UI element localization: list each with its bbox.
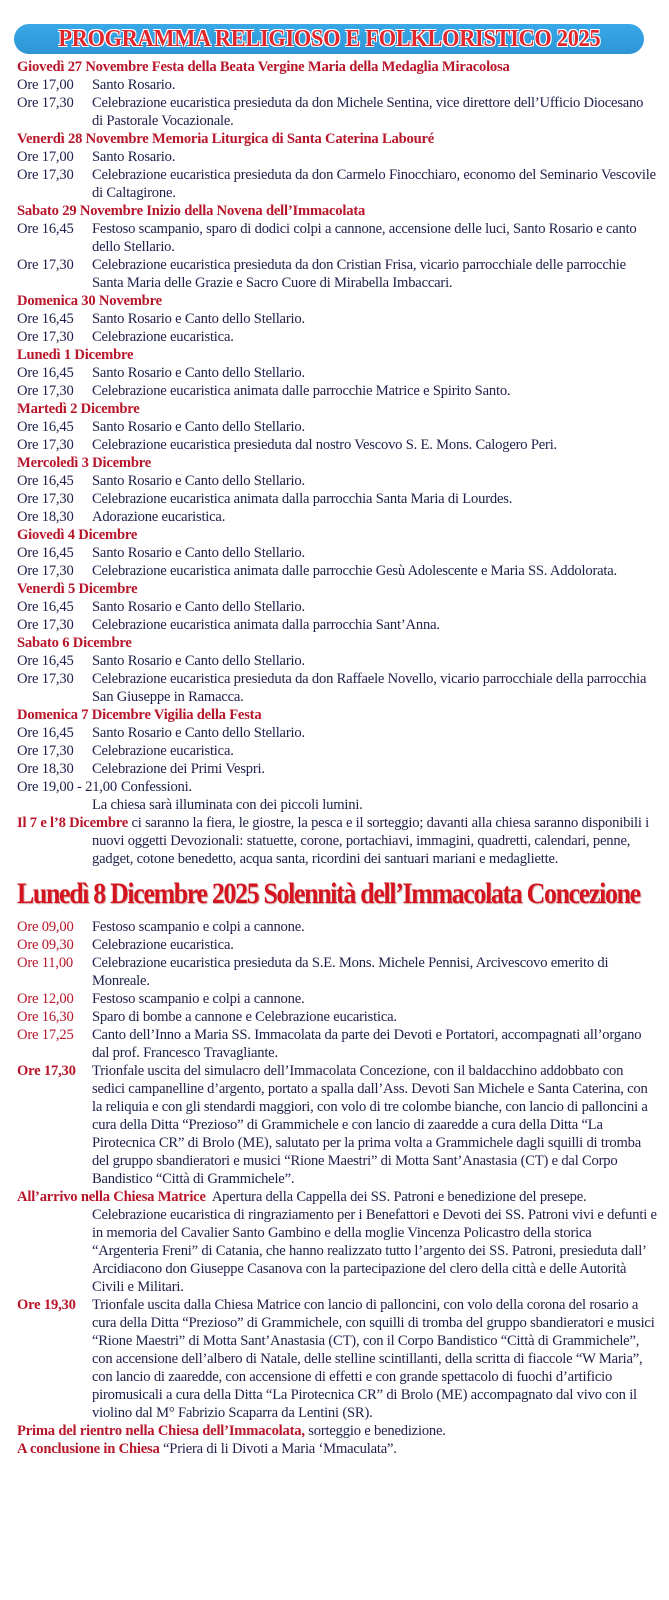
event-time: Ore 17,30 (17, 743, 74, 759)
event-row (17, 166, 657, 202)
solemnity-event-row (17, 1008, 657, 1026)
exit-event (17, 1296, 657, 1422)
event-time: Ore 17,25 (17, 1027, 74, 1043)
conclusion-text: “Priera di li Divoti a Maria ‘Mmaculata”. (163, 1441, 397, 1457)
event-time: Ore 12,00 (17, 991, 74, 1007)
day-block (17, 202, 657, 292)
arrival-text: Apertura della Cappella dei SS. Patroni e benedizione del presepe. Celebrazione eucaristica di ringraziamento per i Benefattori e Devoti dei SS. Patroni vivi e defunti e in memoria del Cavalier Santo Gambino e della moglie Vincenza Policastro della storica “Argenteria Freni” di Catania, che hanno realizzato tutto l’argento dei SS. Patroni, presieduta dall’ Arcidiacono don Giuseppe Casanova con la partecipazione del clero della città e delle Autorità Civili e Militari. (92, 1189, 657, 1295)
day-block (17, 292, 657, 346)
event-text: Santo Rosario e Canto dello Stellario. (92, 311, 305, 327)
fair-notice-text: ci saranno la fiera, le giostre, la pesca e il sorteggio; davanti alla chiesa saranno disponibili i nuovi oggetti Devozionali: statuette, corone, portachiavi, immagini, quadretti, calendari, penne, gadget, cotone benedetto, acqua santa, ricordini dei santuari mariani e medagliette. (92, 815, 650, 867)
solemnity-title: Lunedì 8 Dicembre 2025 Solennità dell’Immacolata Concezione (17, 877, 640, 910)
event-text: Santo Rosario e Canto dello Stellario. (92, 365, 305, 381)
day-block (17, 580, 657, 634)
event-row (17, 364, 657, 382)
event-time: Ore 17,30 (17, 383, 74, 399)
day-title: Martedì 2 Dicembre (17, 401, 140, 417)
event-row (17, 490, 657, 508)
event-text: Trionfale uscita del simulacro dell’Immacolata Concezione, con il baldacchino addobbato con sedici campanelline d’argento, portato a spalla dall’Ass. Devoti San Michele e Santa Caterina, con la reliquia e con gli stendardi maggiori, con volo di tre colombe bianche, con lancio di palloncini a cura della Ditta “Prezioso” di Grammichele e con lancio di zaaredde a cura della Ditta “La Pirotecnica CR” di Brolo (ME), salutato per la prima volta a Grammichele dagli squilli di tromba del gruppo sbandieratori e musici “Rione Maestri” di Motta Sant’Anastasia (CT) e dal Corpo Bandistico “Città di Grammichele”. (92, 1063, 648, 1187)
event-text: Celebrazione eucaristica presieduta da don Carmelo Finocchiaro, economo del Seminario Vescovile di Caltagirone. (92, 167, 656, 201)
conclusion-lead: A conclusione in Chiesa (17, 1441, 160, 1457)
event-time: Ore 16,45 (17, 221, 74, 237)
program-title: PROGRAMMA RELIGIOSO E FOLKLORISTICO 2025 (58, 25, 600, 52)
solemnity-event-row (17, 990, 657, 1008)
event-row (17, 310, 657, 328)
arrival-event (17, 1188, 657, 1296)
event-time: Ore 11,00 (17, 955, 74, 971)
event-text: Celebrazione eucaristica presieduta da S.E. Mons. Michele Pennisi, Arcivescovo emerito di Monreale. (92, 955, 609, 989)
event-row (17, 760, 657, 778)
event-time: Ore 17,30 (17, 617, 74, 633)
day-block (17, 454, 657, 526)
event-time: Ore 17,30 (17, 491, 74, 507)
event-text: Festoso scampanio e colpi a cannone. (92, 991, 305, 1007)
event-text: Trionfale uscita dalla Chiesa Matrice con lancio di palloncini, con volo della corona del rosario a cura della Ditta “Prezioso” di Grammichele, con squilli di tromba del gruppo sbandieratori e musici “Rione Maestri” di Motta Sant’Anastasia (CT), con il Corpo Bandistico “Città di Grammichele”, con accensione dell’albero di Natale, delle stelline scintillanti, della scritta di fiaccole “W Maria”, con lancio di zaaredde, con accensione di effetti e con grande spettacolo di fuochi d’artificio piromusicali a cura della Ditta “La Pirotecnica CR” di Brolo (ME) accompagnato dal vivo con il violino dal M° Fabrizio Scaparra da Lentini (SR). (92, 1297, 655, 1421)
day-block (17, 634, 657, 706)
event-time: Ore 19,30 (17, 1297, 76, 1313)
event-text: Santo Rosario e Canto dello Stellario. (92, 725, 305, 741)
event-row (17, 670, 657, 706)
event-row (17, 724, 657, 742)
event-time: Ore 19,00 - 21,00 (17, 779, 117, 795)
event-text: Confessioni. (120, 779, 192, 795)
event-text: Celebrazione eucaristica presieduta dal nostro Vescovo S. E. Mons. Calogero Peri. (92, 437, 557, 453)
event-time: Ore 17,30 (17, 95, 74, 111)
event-row (17, 220, 657, 256)
event-time: Ore 18,30 (17, 761, 74, 777)
event-time: Ore 17,30 (17, 257, 74, 273)
before-return-lead: Prima del rientro nella Chiesa dell’Immacolata, (17, 1423, 305, 1439)
event-text: Santo Rosario e Canto dello Stellario. (92, 419, 305, 435)
event-text: Canto dell’Inno a Maria SS. Immacolata da parte dei Devoti e Portatori, accompagnati all’organo dal prof. Francesco Travagliante. (92, 1027, 642, 1061)
event-row (17, 418, 657, 436)
event-text: Festoso scampanio, sparo di dodici colpi a cannone, accensione delle luci, Santo Rosario e canto dello Stellario. (92, 221, 637, 255)
event-text: Celebrazione eucaristica presieduta da don Cristian Frisa, vicario parrocchiale delle parrocchie Santa Maria delle Grazie e Sacro Cuore di Mirabella Imbaccari. (92, 257, 626, 291)
day-title: Lunedì 1 Dicembre (17, 347, 134, 363)
event-text: Celebrazione eucaristica animata dalla parrocchia Santa Maria di Lourdes. (92, 491, 513, 507)
event-time: Ore 16,30 (17, 1009, 74, 1025)
event-time: Ore 17,30 (17, 167, 74, 183)
event-time: Ore 18,30 (17, 509, 74, 525)
event-text: Celebrazione eucaristica animata dalle parrocchie Gesù Adolescente e Maria SS. Addolorata. (92, 563, 617, 579)
event-row (17, 94, 657, 130)
event-text: Sparo di bombe a cannone e Celebrazione eucaristica. (92, 1009, 397, 1025)
solemnity-events (17, 918, 657, 1062)
day-note: La chiesa sarà illuminata con dei piccoli lumini. (92, 797, 363, 813)
event-row (17, 256, 657, 292)
event-row (17, 598, 657, 616)
day-title: Sabato 29 Novembre Inizio della Novena dell’Immacolata (17, 203, 366, 219)
event-text: Adorazione eucaristica. (92, 509, 226, 525)
event-time: Ore 17,30 (17, 437, 74, 453)
event-time: Ore 17,00 (17, 77, 74, 93)
event-time: Ore 16,45 (17, 473, 74, 489)
day-title: Giovedì 4 Dicembre (17, 527, 138, 543)
event-text: Santo Rosario e Canto dello Stellario. (92, 473, 305, 489)
day-block (17, 706, 657, 814)
event-time: Ore 09,30 (17, 937, 74, 953)
event-text: Celebrazione eucaristica presieduta da don Raffaele Novello, vicario parrocchiale della parrocchia San Giuseppe in Ramacca. (92, 671, 647, 705)
event-row (17, 652, 657, 670)
event-row (17, 148, 657, 166)
fair-notice-lead: Il 7 e l’8 Dicembre (17, 815, 129, 831)
solemnity-event-row (17, 918, 657, 936)
day-title: Domenica 30 Novembre (17, 293, 162, 309)
event-time: Ore 16,45 (17, 365, 74, 381)
day-title: Giovedì 27 Novembre Festa della Beata Vergine Maria della Medaglia Miracolosa (17, 59, 510, 75)
event-row (17, 472, 657, 490)
event-time: Ore 16,45 (17, 311, 74, 327)
day-title: Venerdì 28 Novembre Memoria Liturgica di Santa Caterina Labouré (17, 131, 435, 147)
event-time: Ore 17,30 (17, 563, 74, 579)
event-row (17, 778, 657, 796)
event-text: Celebrazione eucaristica animata dalla parrocchia Sant’Anna. (92, 617, 440, 633)
solemnity-event-row (17, 936, 657, 954)
day-title: Venerdì 5 Dicembre (17, 581, 138, 597)
event-time: Ore 16,45 (17, 653, 74, 669)
event-time: Ore 16,45 (17, 545, 74, 561)
solemnity-event-row (17, 1026, 657, 1062)
procession-event (17, 1062, 657, 1188)
novena-days (17, 58, 657, 814)
day-block (17, 526, 657, 580)
event-time: Ore 16,45 (17, 725, 74, 741)
day-block (17, 346, 657, 400)
before-return (17, 1422, 657, 1440)
event-text: Santo Rosario e Canto dello Stellario. (92, 599, 305, 615)
event-text: Santo Rosario e Canto dello Stellario. (92, 545, 305, 561)
event-text: Santo Rosario. (92, 77, 176, 93)
event-row (17, 328, 657, 346)
event-text: Santo Rosario. (92, 149, 176, 165)
day-title: Sabato 6 Dicembre (17, 635, 132, 651)
event-time: Ore 09,00 (17, 919, 74, 935)
event-time: Ore 17,30 (17, 671, 74, 687)
day-title: Mercoledì 3 Dicembre (17, 455, 152, 471)
event-time: Ore 16,45 (17, 599, 74, 615)
day-block (17, 130, 657, 202)
event-time: Ore 16,45 (17, 419, 74, 435)
event-text: Celebrazione eucaristica. (92, 743, 234, 759)
before-return-text: sorteggio e benedizione. (308, 1423, 446, 1439)
event-row (17, 616, 657, 634)
event-text: Celebrazione eucaristica animata dalle parrocchie Matrice e Spirito Santo. (92, 383, 511, 399)
event-row (17, 742, 657, 760)
event-text: Santo Rosario e Canto dello Stellario. (92, 653, 305, 669)
fair-notice (17, 814, 657, 868)
conclusion (17, 1440, 657, 1458)
event-row (17, 382, 657, 400)
program-content (17, 58, 657, 1458)
event-text: Celebrazione dei Primi Vespri. (92, 761, 265, 777)
event-text: Festoso scampanio e colpi a cannone. (92, 919, 305, 935)
day-block (17, 58, 657, 130)
event-text: Celebrazione eucaristica. (92, 937, 234, 953)
day-title: Domenica 7 Dicembre Vigilia della Festa (17, 707, 262, 723)
event-row (17, 436, 657, 454)
event-text: Celebrazione eucaristica. (92, 329, 234, 345)
event-text: Celebrazione eucaristica presieduta da don Michele Sentina, vice direttore dell’Ufficio Diocesano di Pastorale Vocazionale. (92, 95, 644, 129)
event-time: Ore 17,00 (17, 149, 74, 165)
solemnity-event-row (17, 954, 657, 990)
event-row (17, 562, 657, 580)
event-row (17, 508, 657, 526)
event-row (17, 76, 657, 94)
event-time: Ore 17,30 (17, 1063, 76, 1079)
arrival-lead: All’arrivo nella Chiesa Matrice (17, 1189, 206, 1205)
day-block (17, 400, 657, 454)
event-time: Ore 17,30 (17, 329, 74, 345)
program-banner (14, 24, 644, 54)
event-row (17, 544, 657, 562)
